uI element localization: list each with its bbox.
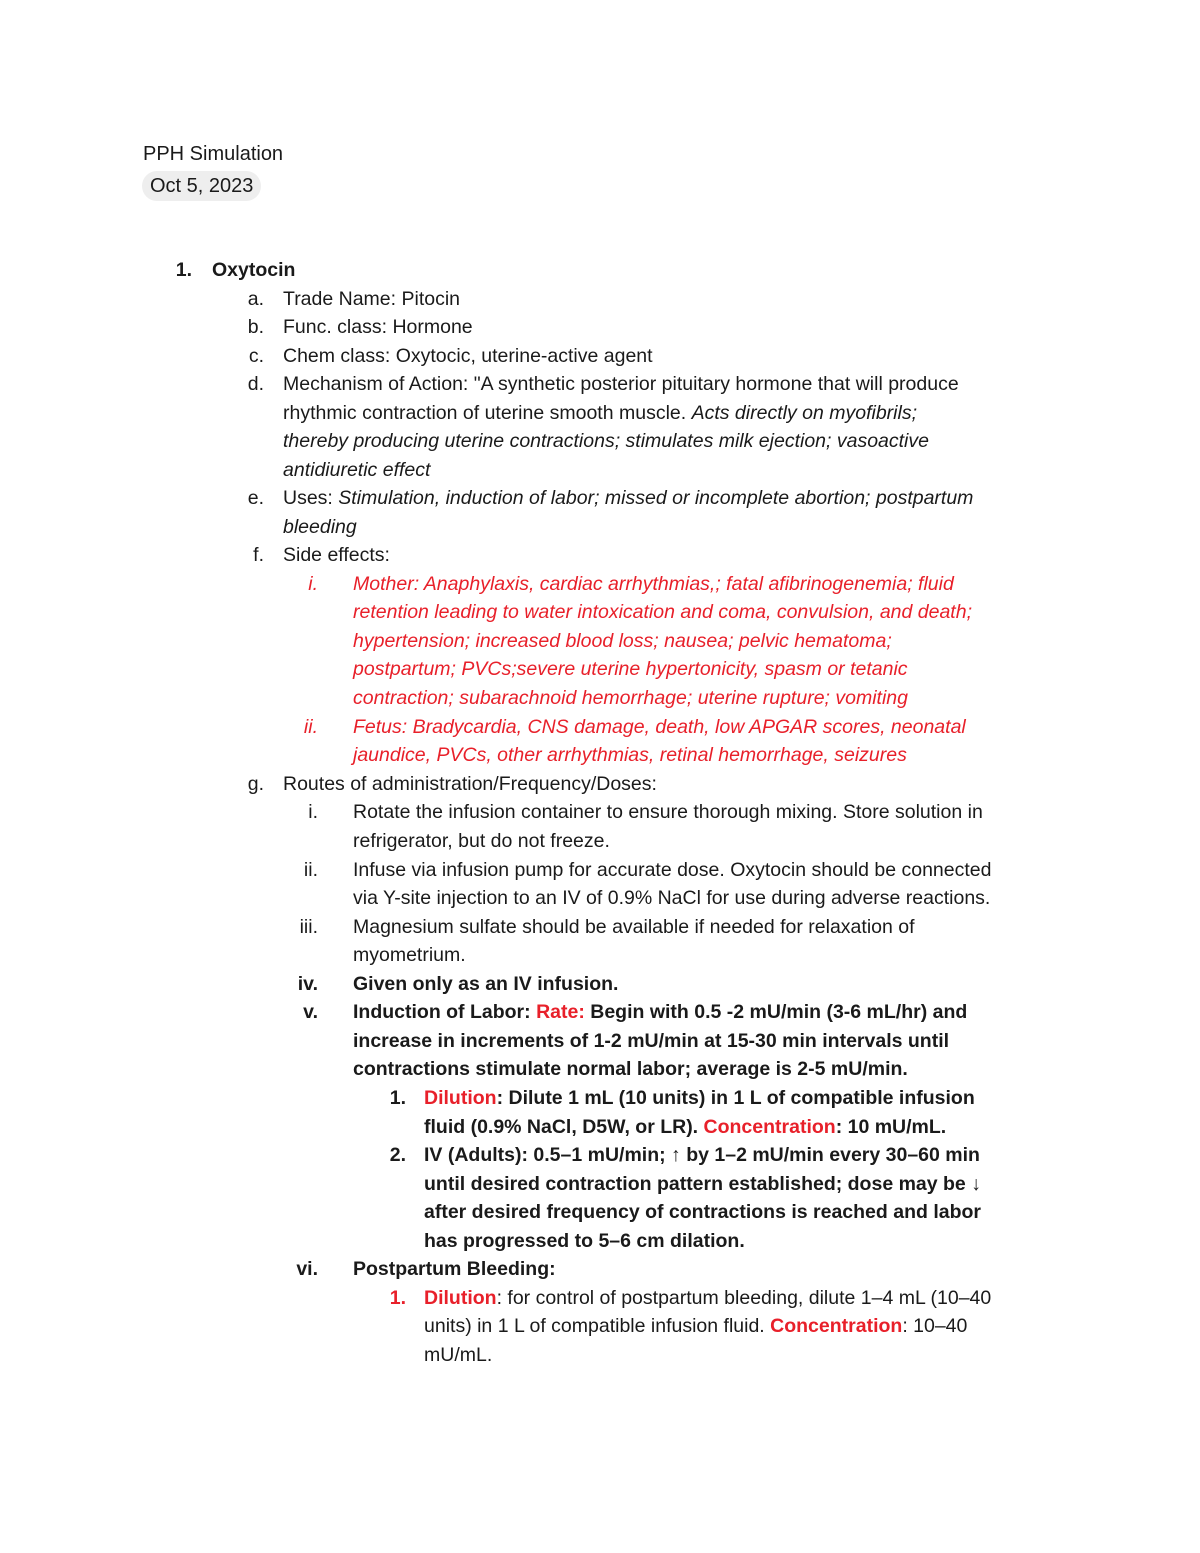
list-number: 1. xyxy=(175,259,192,281)
induction-dilution-line-2: fluid (0.9% NaCl, D5W, or LR). Concentration: 10 mU/mL. xyxy=(424,1116,947,1138)
mother-effects-line: contraction; subarachnoid hemorrhage; uterine rupture; vomiting xyxy=(353,687,908,709)
list-label-e: e. xyxy=(247,487,264,509)
mechanism-line-3: thereby producing uterine contractions; stimulates milk ejection; vasoactive xyxy=(283,430,929,452)
list-label-g-iv: iv. xyxy=(297,973,318,995)
iv-adults-line: after desired frequency of contractions is reached and labor xyxy=(424,1201,981,1223)
side-effects-heading: Side effects: xyxy=(283,544,390,566)
document-title: PPH Simulation xyxy=(143,143,284,165)
uses-line-1: Uses: Stimulation, induction of labor; missed or incomplete abortion; postpartum xyxy=(283,487,974,509)
mechanism-line-2: rhythmic contraction of uterine smooth muscle. Acts directly on myofibrils; xyxy=(283,402,917,424)
route-i-line-2: refrigerator, but do not freeze. xyxy=(353,830,610,852)
route-iii-line-2: myometrium. xyxy=(353,944,466,966)
list-label-v-1: 1. xyxy=(389,1087,406,1109)
mechanism-line-1: Mechanism of Action: "A synthetic posterior pituitary hormone that will produce xyxy=(283,373,959,395)
postpartum-bleeding-heading: Postpartum Bleeding: xyxy=(353,1258,556,1280)
iv-adults-line: has progressed to 5–6 cm dilation. xyxy=(424,1230,745,1252)
drug-name-heading: Oxytocin xyxy=(212,259,296,281)
list-label-vi-1: 1. xyxy=(389,1287,406,1309)
list-label-f-ii: ii. xyxy=(303,716,318,738)
list-label-b: b. xyxy=(247,316,264,338)
chem-class: Chem class: Oxytocic, uterine-active agent xyxy=(283,345,653,367)
list-label-g-iii: iii. xyxy=(299,916,318,938)
mother-effects-line: hypertension; increased blood loss; nausea; pelvic hematoma; xyxy=(353,630,892,652)
list-label-f: f. xyxy=(253,544,264,566)
mother-effects-line: postpartum; PVCs;severe uterine hypertonicity, spasm or tetanic xyxy=(353,658,908,680)
list-label-f-i: i. xyxy=(308,573,318,595)
mechanism-line-4: antidiuretic effect xyxy=(283,459,431,481)
pp-dilution-line-1: Dilution: for control of postpartum bleeding, dilute 1–4 mL (10–40 xyxy=(424,1287,992,1309)
fetus-effects-line: Fetus: Bradycardia, CNS damage, death, low APGAR scores, neonatal xyxy=(353,716,966,738)
func-class: Func. class: Hormone xyxy=(283,316,473,338)
pp-dilution-line-3: mU/mL. xyxy=(424,1344,493,1366)
induction-line-2: increase in increments of 1-2 mU/min at 15-30 min intervals until xyxy=(353,1030,950,1052)
list-label-c: c. xyxy=(248,345,264,367)
list-label-g: g. xyxy=(247,773,264,795)
induction-dilution-line-1: Dilution: Dilute 1 mL (10 units) in 1 L of compatible infusion xyxy=(424,1087,975,1109)
route-i-line-1: Rotate the infusion container to ensure thorough mixing. Store solution in xyxy=(353,801,983,823)
iv-adults-line: until desired contraction pattern established; dose may be ↓ xyxy=(424,1173,981,1195)
iv-infusion-note: Given only as an IV infusion. xyxy=(353,973,619,995)
list-label-d: d. xyxy=(247,373,264,395)
mother-effects-line: Mother: Anaphylaxis, cardiac arrhythmias,; fatal afibrinogenemia; fluid xyxy=(353,573,954,595)
induction-line-3: contractions stimulate normal labor; average is 2-5 mU/min. xyxy=(353,1058,908,1080)
list-label-g-vi: vi. xyxy=(296,1258,318,1280)
fetus-effects-line: jaundice, PVCs, other arrhythmias, retinal hemorrhage, seizures xyxy=(353,744,907,766)
pp-dilution-line-2: units) in 1 L of compatible infusion fluid. Concentration: 10–40 xyxy=(424,1315,968,1337)
induction-line-1: Induction of Labor: Rate: Begin with 0.5 -2 mU/min (3-6 mL/hr) and xyxy=(353,1001,968,1023)
routes-heading: Routes of administration/Frequency/Doses: xyxy=(283,773,657,795)
uses-line-2: bleeding xyxy=(283,516,357,538)
mother-effects-line: retention leading to water intoxication and coma, convulsion, and death; xyxy=(353,601,972,623)
list-label-g-i: i. xyxy=(308,801,318,823)
trade-name: Trade Name: Pitocin xyxy=(283,288,461,310)
route-ii-line-2: via Y-site injection to an IV of 0.9% NaCl for use during adverse reactions. xyxy=(353,887,991,909)
iv-adults-line: IV (Adults): 0.5–1 mU/min; ↑ by 1–2 mU/min every 30–60 min xyxy=(424,1144,980,1166)
list-label-g-v: v. xyxy=(303,1001,318,1023)
route-iii-line-1: Magnesium sulfate should be available if needed for relaxation of xyxy=(353,916,915,938)
list-label-a: a. xyxy=(247,288,264,310)
route-ii-line-1: Infuse via infusion pump for accurate dose. Oxytocin should be connected xyxy=(353,859,992,881)
date-chip[interactable]: Oct 5, 2023 xyxy=(142,171,261,201)
list-label-g-ii: ii. xyxy=(303,859,318,881)
list-label-v-2: 2. xyxy=(389,1144,406,1166)
